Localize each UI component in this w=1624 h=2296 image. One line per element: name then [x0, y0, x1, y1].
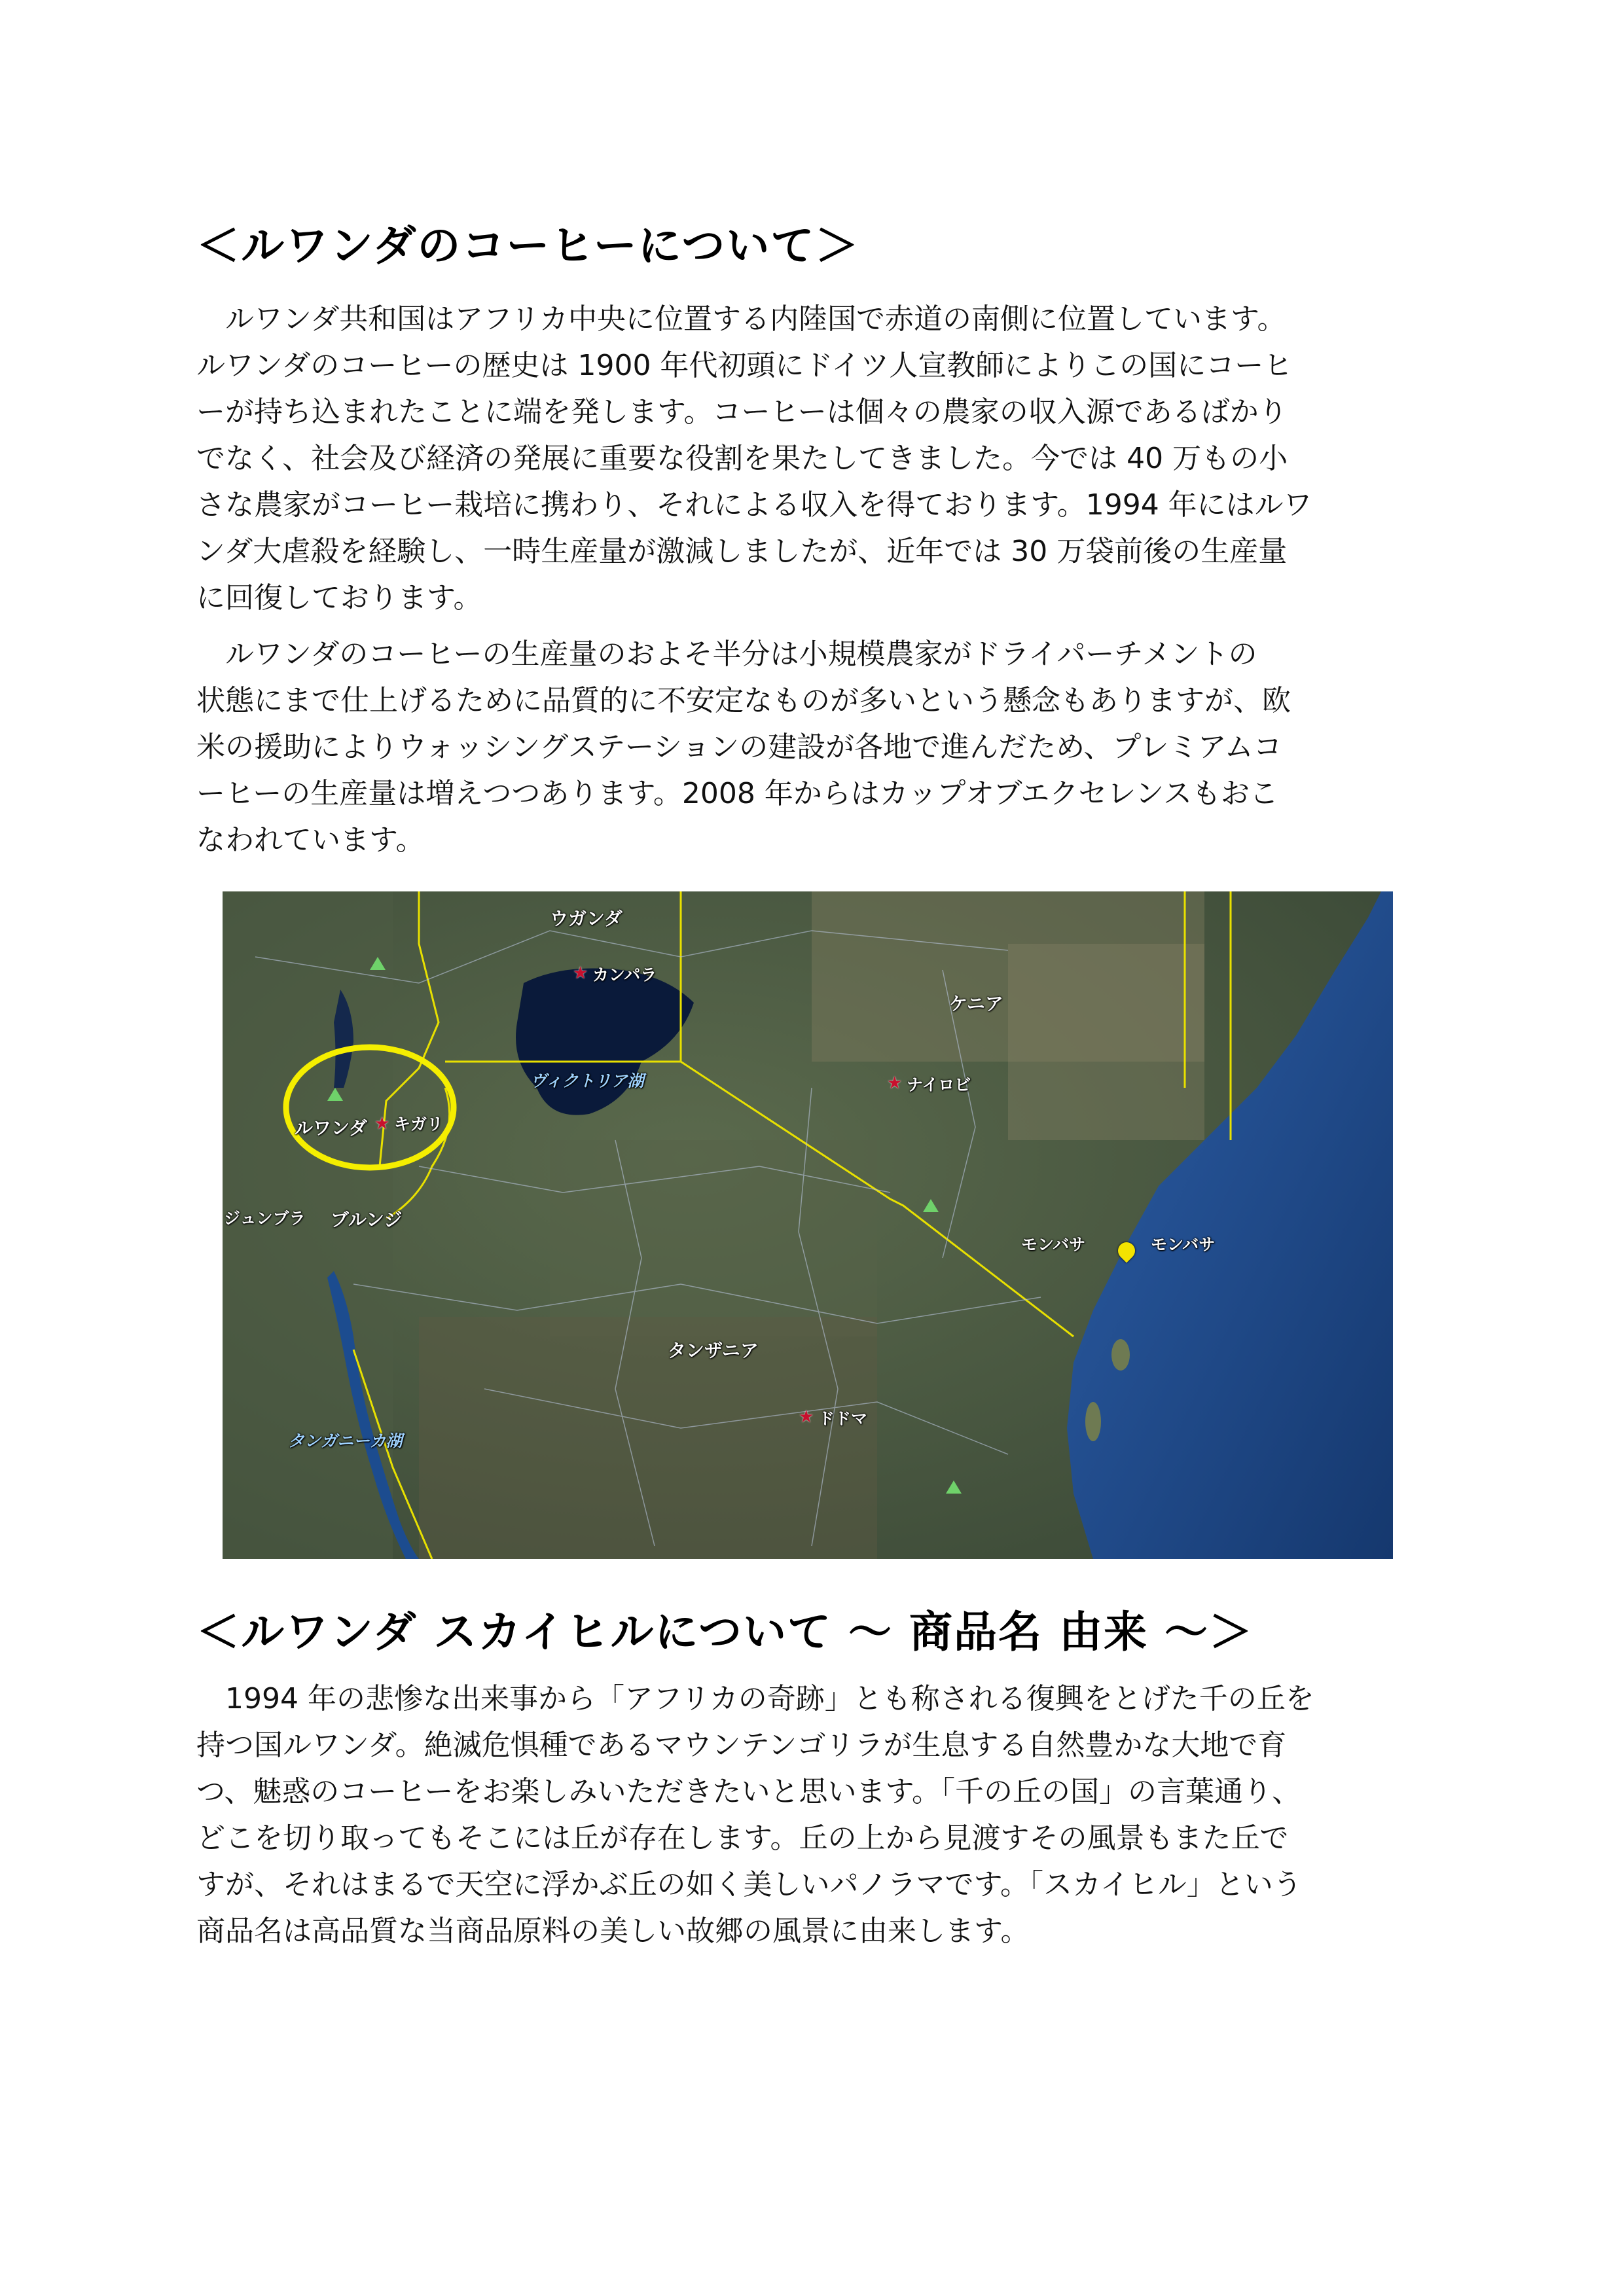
text-line: ルワンダ共和国はアフリカ中央に位置する内陸国で赤道の南側に位置しています。	[196, 302, 1286, 336]
capital-star-icon: ★	[799, 1407, 814, 1427]
mountain-marker-icon	[327, 1088, 343, 1101]
mountain-marker-icon	[923, 1199, 939, 1212]
heading-coffee-rwanda: ＜ルワンダのコーヒーについて＞	[196, 221, 860, 271]
text-line: ルワンダのコーヒーの生産量のおよそ半分は小規模農家がドライパーチメントの	[196, 637, 1257, 671]
map-label-uganda: ウガンダ	[550, 908, 623, 929]
paragraph-product-name-origin	[196, 1676, 1440, 1954]
map-label-tanzania: タンザニア	[668, 1340, 759, 1361]
text-line: でなく、社会及び経済の発展に重要な役割を果たしてきました。今では 40 万もの小	[196, 442, 1288, 475]
map-label-lake-tanganyika: タンガニーカ湖	[288, 1431, 403, 1450]
capital-star-icon: ★	[374, 1114, 390, 1134]
east-africa-satellite-map	[223, 891, 1393, 1559]
map-label-nairobi: ナイロビ	[907, 1075, 971, 1094]
paragraph-coffee-history	[196, 296, 1440, 621]
map-label-mombasa: モンバサ	[1021, 1235, 1086, 1254]
map-label-kampala: カンパラ	[592, 965, 657, 984]
text-line: すが、それはまるで天空に浮かぶ丘の如く美しいパノラマです。「スカイヒル」という	[196, 1868, 1302, 1901]
mountain-marker-icon	[370, 957, 386, 970]
map-label-bujumbura: ジュンブラ	[224, 1209, 306, 1228]
text-line: に回復しております。	[196, 581, 482, 615]
text-line: ルワンダのコーヒーの歴史は 1900 年代初頭にドイツ人宣教師によりこの国にコーヒ	[196, 349, 1293, 382]
text-line: さな農家がコーヒー栽培に携わり、それによる収入を得ております。1994 年にはルワ	[196, 488, 1312, 522]
capital-star-icon: ★	[887, 1073, 903, 1093]
text-line: 持つ国ルワンダ。絶滅危惧種であるマウンテンゴリラが生息する自然豊かな大地で育	[196, 1729, 1287, 1762]
text-line: なわれています。	[196, 823, 425, 857]
text-line: ーが持ち込まれたことに端を発します。コーヒーは個々の農家の収入源であるばかり	[196, 395, 1288, 429]
text-line: 商品名は高品質な当商品原料の美しい故郷の風景に由来します。	[196, 1914, 1030, 1948]
text-line: つ、魅惑のコーヒーをお楽しみいただきたいと思います。「千の丘の国」の言葉通り、	[196, 1775, 1301, 1808]
map-label-dodoma: ドドマ	[818, 1409, 868, 1428]
text-line: どこを切り取ってもそこには丘が存在します。丘の上から見渡すその風景もまた丘で	[196, 1821, 1289, 1855]
map-label-mombasa-pin: モンバサ	[1151, 1235, 1216, 1254]
capital-star-icon: ★	[573, 963, 588, 983]
map-label-kigali: キガリ	[394, 1115, 444, 1134]
map-label-burundi: ブルンジ	[331, 1209, 403, 1230]
text-line: ーヒーの生産量は増えつつあります。2008 年からはカップオブエクセレンスもおこ	[196, 777, 1278, 810]
heading-sky-hill-origin: ＜ルワンダ スカイヒルについて ～ 商品名 由来 ～＞	[196, 1607, 1254, 1657]
text-line: 米の援助によりウォッシングステーションの建設が各地で進んだため、プレミアムコ	[196, 730, 1282, 764]
mountain-marker-icon	[946, 1480, 962, 1494]
text-line: 状態にまで仕上げるために品質的に不安定なものが多いという懸念もありますが、欧	[196, 684, 1291, 717]
map-label-lake-victoria: ヴィクトリア湖	[530, 1071, 644, 1090]
map-label-kenya: ケニア	[949, 993, 1003, 1014]
text-line: ンダ大虐殺を経験し、一時生産量が激減しましたが、近年では 30 万袋前後の生産量	[196, 535, 1288, 568]
map-label-rwanda: ルワンダ	[295, 1117, 367, 1139]
paragraph-coffee-production	[196, 631, 1440, 863]
text-line: 1994 年の悲惨な出来事から「アフリカの奇跡」とも称される復興をとげた千の丘を	[196, 1682, 1314, 1715]
